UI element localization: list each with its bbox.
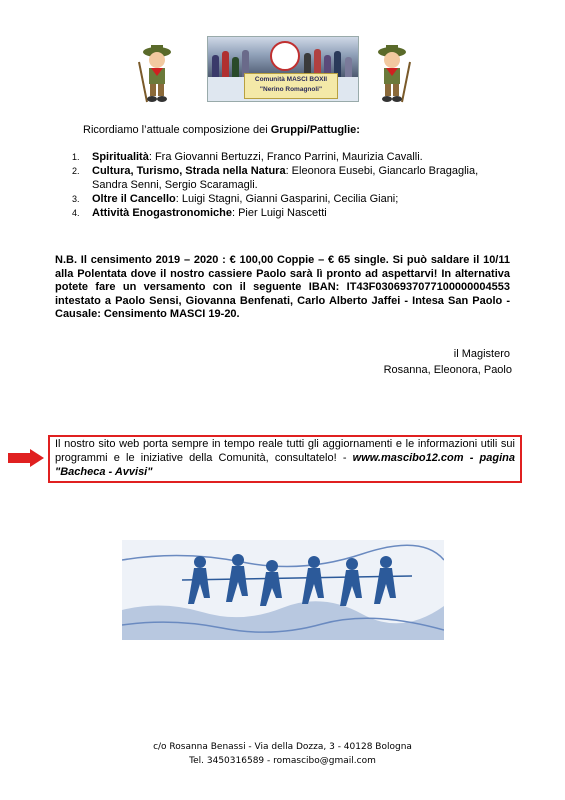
website-link[interactable]: www.mascibo12.com - pagina "Bacheca - Avvisi"	[55, 452, 515, 478]
group-name: Spiritualità	[92, 151, 149, 163]
intro-prefix: Ricordiamo l’attuale composizione dei	[83, 124, 271, 136]
signature-line1: il Magistero	[453, 348, 510, 360]
group-members: : Fra Giovanni Bertuzzi, Franco Parrini, Maurizia Cavalli.	[148, 151, 423, 163]
website-notice-text	[55, 437, 515, 479]
group-name: Cultura, Turismo, Strada nella Natura	[92, 165, 286, 177]
group-item: 4. Attività Enogastronomiche: Pier Luigi Nascetti	[72, 207, 327, 219]
group-item: 1. Spiritualità: Fra Giovanni Bertuzzi, Franco Parrini, Maurizia Cavalli.	[72, 151, 423, 163]
group-name: Oltre il Cancello	[92, 193, 176, 205]
logo-line1: Comunità MASCI BOXII	[254, 76, 328, 83]
group-members: : Eleonora Eusebi, Giancarlo Bragaglia, Sandra Senni, Sergio Scaramagli.	[92, 165, 479, 191]
scout-mascot-left-icon	[135, 42, 177, 104]
group-members: : Pier Luigi Nascetti	[231, 207, 327, 219]
scout-mascot-right-icon	[372, 42, 414, 104]
footer-line1: c/o Rosanna Benassi - Via della Dozza, 3 - 40128 Bologna	[153, 742, 412, 752]
community-logo	[207, 36, 359, 102]
groups-list	[72, 150, 512, 220]
logo-caption	[244, 73, 338, 99]
footer-line2: Tel. 3450316589 - romascibo@gmail.com	[189, 756, 376, 766]
group-item: 2. Cultura, Turismo, Strada nella Natura: Eleonora Eusebi, Giancarlo Bragaglia, Sandra Senni, Sergio Scaramagli.	[72, 165, 479, 191]
group-item: 3. Oltre il Cancello: Luigi Stagni, Gianni Gasparini, Cecilia Giani;	[72, 193, 399, 205]
signature	[370, 346, 512, 378]
footer-address	[120, 740, 445, 768]
census-note: N.B. Il censimento 2019 – 2020 : € 100,00 Coppie – € 65 single. Si può saldare il 10/11 alla Polentata dove il nostro cassiere Paolo sarà lì pronto ad aspettarvi! In alternativa potete fare un versamento con il seguente IBAN: IT43F0306937077100000004553 intestato a Paolo Sensi, Giovanna Benfenati, Carlo Alberto Jaffei - Intesa San Paolo - Causale: Censimento MASCI 19-20.	[55, 254, 510, 321]
arrow-right-icon	[8, 449, 44, 467]
notice-body: Il nostro sito web porta sempre in tempo reale tutti gli aggiornamenti e le informazioni utili sui programmi e le iniziative della Comunità, consultatelo! -	[55, 438, 515, 464]
signature-line2: Rosanna, Eleonora, Paolo	[383, 364, 512, 376]
logo-line2: "Nerino Romagnoli"	[259, 86, 323, 93]
masci-emblem-icon	[270, 41, 300, 71]
intro-bold: Gruppi/Pattuglie:	[270, 124, 360, 136]
group-name: Attività Enogastronomiche	[92, 207, 232, 219]
group-members: : Luigi Stagni, Gianni Gasparini, Cecilia Giani;	[175, 193, 399, 205]
hikers-illustration	[122, 540, 444, 640]
intro-text	[83, 124, 360, 136]
